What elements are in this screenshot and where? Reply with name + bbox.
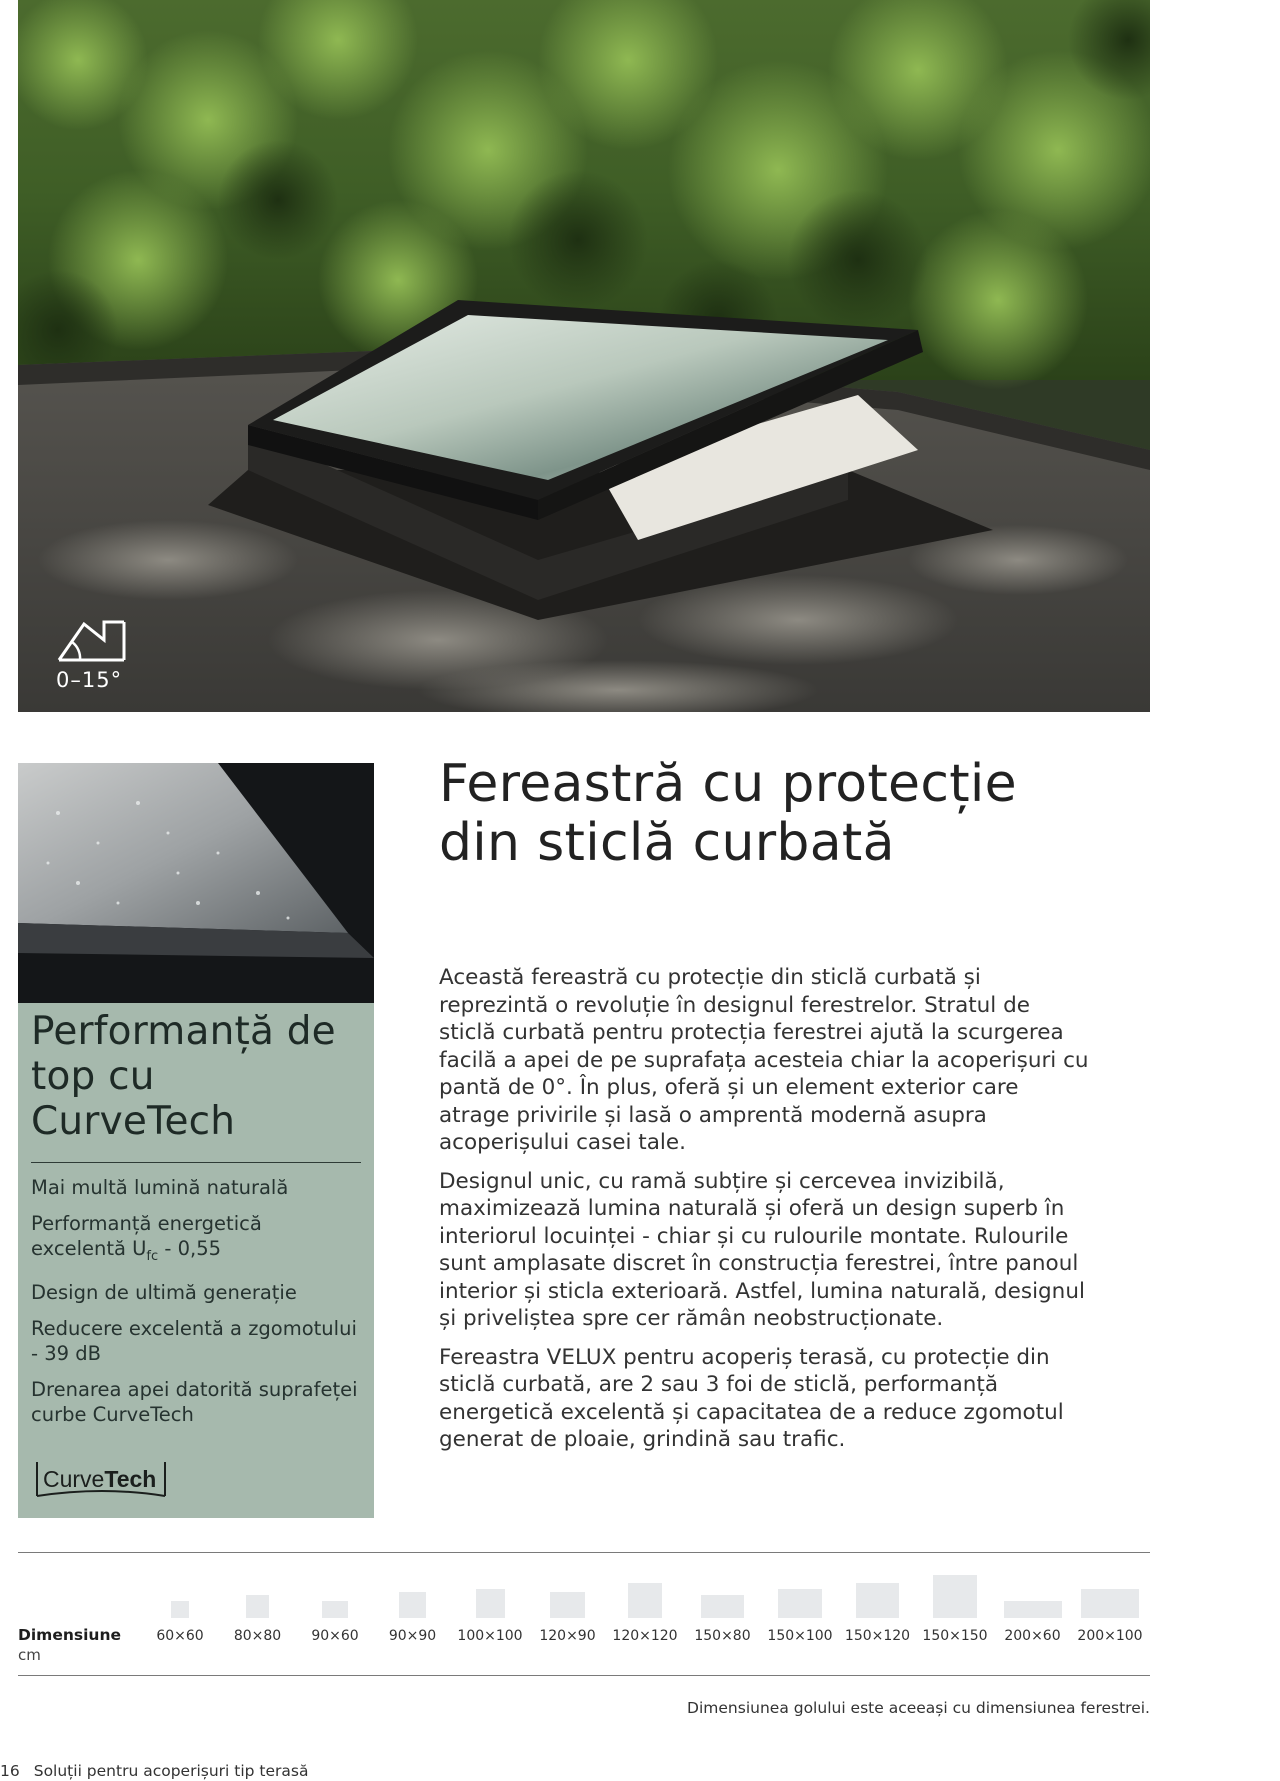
feature-item: Performanță energetică excelentă $U_{fc} - 0,55$ <box>31 1212 262 1264</box>
size-label: 100×100 <box>457 1628 523 1644</box>
page-number: 16 <box>0 1762 20 1780</box>
size-label: 120×120 <box>612 1628 678 1644</box>
feature-panel-divider <box>31 1162 361 1163</box>
curvetech-logo-light: Curve <box>43 1466 105 1492</box>
curved-glass-detail-illustration <box>18 763 374 1003</box>
feature-item: Reducere excelentă a zgomotului - 39 dB <box>31 1316 357 1365</box>
feature-panel <box>18 1003 374 1518</box>
size-box-80×80 <box>246 1595 269 1618</box>
size-label: 90×90 <box>388 1628 437 1644</box>
dimensions-bottom-rule <box>18 1675 1150 1676</box>
size-label: 120×90 <box>539 1628 596 1644</box>
size-box-150×120 <box>856 1583 900 1618</box>
size-label: 150×120 <box>844 1628 911 1644</box>
footer-section-title: Soluții pentru acoperișuri tip terasă <box>33 1762 309 1780</box>
roof-pitch-icon <box>56 618 128 664</box>
feature-list <box>31 1175 361 1427</box>
curvetech-logo <box>33 1456 171 1500</box>
size-label: 200×100 <box>1077 1628 1143 1644</box>
hero-photo <box>18 0 1150 712</box>
dimensions-label <box>18 1626 121 1664</box>
size-box-200×100 <box>1081 1589 1139 1618</box>
dimensions-label-title: Dimensiune <box>18 1626 121 1644</box>
body-text <box>439 964 1089 1465</box>
size-label: 150×150 <box>922 1628 988 1644</box>
size-box-60×60 <box>171 1601 188 1618</box>
page-title: Fereastră cu protecție din sticlă curbată <box>439 754 1017 873</box>
curved-glass-detail-photo <box>18 763 374 1003</box>
size-label: 60×60 <box>156 1628 204 1644</box>
hero-photo-illustration <box>18 0 1150 712</box>
roof-pitch-badge <box>56 618 136 692</box>
dimensions-note: Dimensiunea golului este aceeași cu dimensiunea ferestrei. <box>687 1699 1150 1717</box>
size-label: 150×80 <box>694 1628 751 1644</box>
body-paragraph: Această fereastră cu protecție din sticlă curbată și reprezintă o revoluție în designul ferestrelor. Stratul de sticlă curbată pentru protecția ferestrei ajută la scurgerea facilă a apei de pe suprafața acesteia chiar la acoperișuri cu pantă de 0°. În plus, oferă și un element exterior care atrage privirile și lasă o amprentă modernă asupra acoperișului casei tale. <box>439 965 1089 1155</box>
size-box-150×150 <box>933 1575 977 1619</box>
size-box-90×90 <box>399 1592 425 1618</box>
page-footer <box>0 1762 308 1780</box>
size-box-120×120 <box>628 1583 663 1618</box>
size-box-120×90 <box>550 1592 585 1618</box>
size-label: 90×60 <box>311 1628 359 1644</box>
size-label: 80×80 <box>233 1628 282 1644</box>
size-box-150×100 <box>778 1589 822 1618</box>
body-paragraph: Fereastra VELUX pentru acoperiș terasă, cu protecție din sticlă curbată, are 2 sau 3 foi de sticlă, performanță energetică excelentă și capacitatea de a reduce zgomotul generat de ploaie, grindină sau trafic. <box>439 1344 1064 1452</box>
dimensions-top-rule <box>18 1552 1150 1553</box>
feature-panel-title: Performanță de top cu CurveTech <box>31 1009 336 1144</box>
svg-text:CurveTech <box>43 1466 156 1492</box>
size-box-150×80 <box>701 1595 745 1618</box>
size-label: 200×60 <box>1004 1628 1061 1644</box>
size-box-200×60 <box>1004 1601 1062 1618</box>
dimensions-label-unit: cm <box>18 1646 41 1664</box>
feature-item: Design de ultimă generație <box>31 1280 297 1304</box>
feature-item: Drenarea apei datorită suprafeței curbe CurveTech <box>31 1377 358 1426</box>
body-paragraph: Designul unic, cu ramă subțire și cercevea invizibilă, maximizează lumina naturală și oferă un design superb în interiorul locuinței - chiar și cu rulourile montate. Rulourile sunt amplasate discret în construcția ferestrei, între panoul interior și sticla exterioară. Astfel, lumina naturală, designul și priveliștea spre cer rămân neobstrucționate. <box>439 1168 1085 1331</box>
roof-pitch-label: 0–15° <box>56 668 123 692</box>
size-box-100×100 <box>476 1589 505 1618</box>
curvetech-logo-bold: Tech <box>104 1466 157 1492</box>
size-label: 150×100 <box>767 1628 833 1644</box>
u-value-subscript: fc <box>146 1248 159 1264</box>
size-box-90×60 <box>322 1601 348 1618</box>
feature-item: Mai multă lumină naturală <box>31 1176 289 1199</box>
